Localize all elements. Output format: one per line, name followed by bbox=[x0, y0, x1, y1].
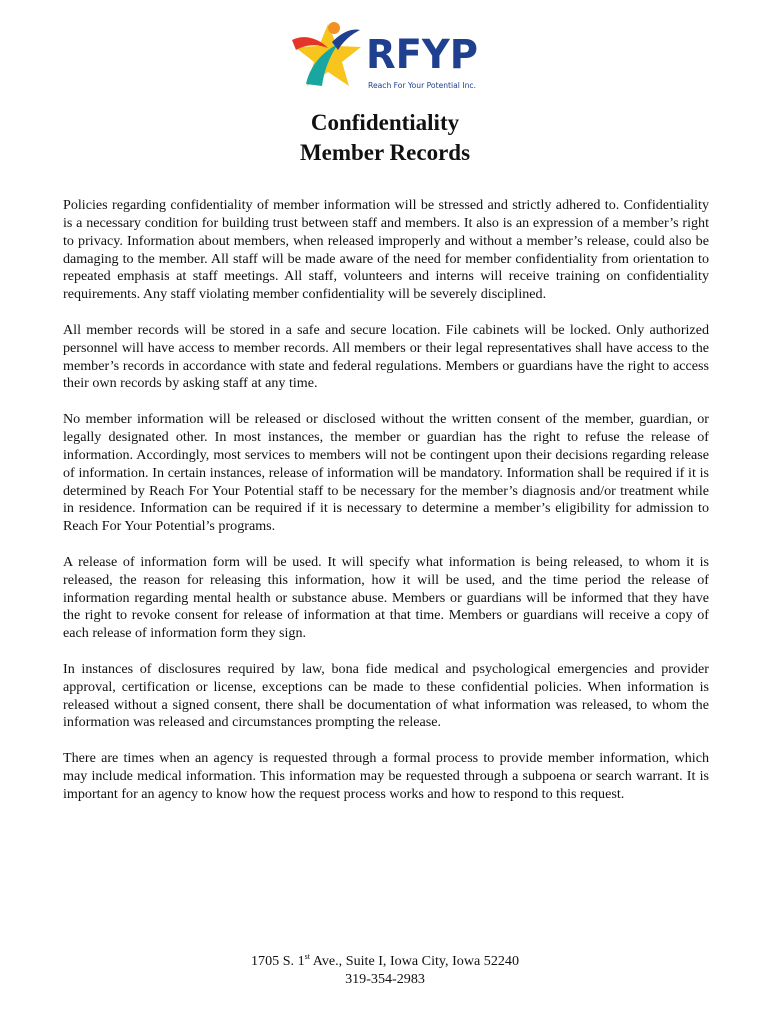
figure-head bbox=[328, 22, 340, 34]
title-line-1: Confidentiality bbox=[310, 110, 460, 135]
paragraph-release-consent: No member information will be released or disclosed without the written consent of the member, guardian, or legally designated other. In most instances, the member or guardian has the right to refuse the release of information. Accordingly, most services to members will not be contingent upon their decisions regarding release of information. In certain instances, release of information will be mandatory. Information shall be required if it is determined by Reach For Your Potential staff to be necessary for the member’s diagnosis and/or treatment while in residence. Information can be required if it is necessary to determine a member’s eligibility for admission to Reach For Your Potential’s programs. bbox=[63, 411, 709, 535]
page-title bbox=[0, 108, 770, 168]
paragraph-record-storage: All member records will be stored in a safe and secure location. File cabinets will be locked. Only authorized personnel will have access to member records. All members or their legal representatives shall have access to the member’s records in accordance with state and federal regulations. Members or guardians have the right to access their own records by asking staff at any time. bbox=[63, 321, 709, 392]
rfyp-logo-graphic bbox=[288, 18, 480, 94]
logo-tagline: Reach For Your Potential Inc. bbox=[368, 81, 476, 90]
footer-phone: 319-354-2983 bbox=[345, 971, 425, 987]
paragraph-disclosure-exceptions: In instances of disclosures required by law, bona fide medical and psychological emergencies and provider approval, certification or license, exceptions can be made to these confidential policies. When information is released without a signed consent, there shall be documentation of what information was released, to whom the information was released and circumstances prompting the release. bbox=[63, 660, 709, 731]
paragraph-agency-requests: There are times when an agency is requested through a formal process to provide member information, which may include medical information. This information may be requested through a subpoena or search warrant. It is important for an agency to know how the request process works and how to respond to this request. bbox=[63, 750, 709, 802]
logo-wordmark: RFYP bbox=[366, 32, 478, 78]
title-line-2: Member Records bbox=[299, 140, 471, 165]
policy-body bbox=[63, 197, 709, 822]
rfyp-logo bbox=[288, 18, 480, 94]
address-street: 1705 S. 1 bbox=[250, 953, 305, 969]
address-city: Ave., Suite I, Iowa City, Iowa 52240 bbox=[309, 953, 520, 969]
footer-address bbox=[0, 952, 770, 970]
paragraph-release-form: A release of information form will be used. It will specify what information is being released, to whom it is released, the reason for releasing this information, how it will be used, and the time period the release of information regarding mental health or substance abuse. Members or guardians will be informed that they have the right to revoke consent for release of information at that time. Members or guardians will receive a copy of each release of information form they sign. bbox=[63, 553, 709, 642]
paragraph-confidentiality-policy: Policies regarding confidentiality of member information will be stressed and strictly adhered to. Confidentiality is a necessary condition for building trust between staff and members. It also is an expression of a member’s right to privacy. Information about members, when released improperly and without a member’s release, could also be damaging to the member. All staff will be made aware of the need for member confidentiality from orientation to repeated emphasis at staff meetings. All staff, volunteers and interns will receive training on confidentiality requirements. Any staff violating member confidentiality will be severely disciplined. bbox=[63, 197, 709, 303]
footer bbox=[0, 952, 770, 988]
address-ordinal: st bbox=[304, 952, 310, 961]
